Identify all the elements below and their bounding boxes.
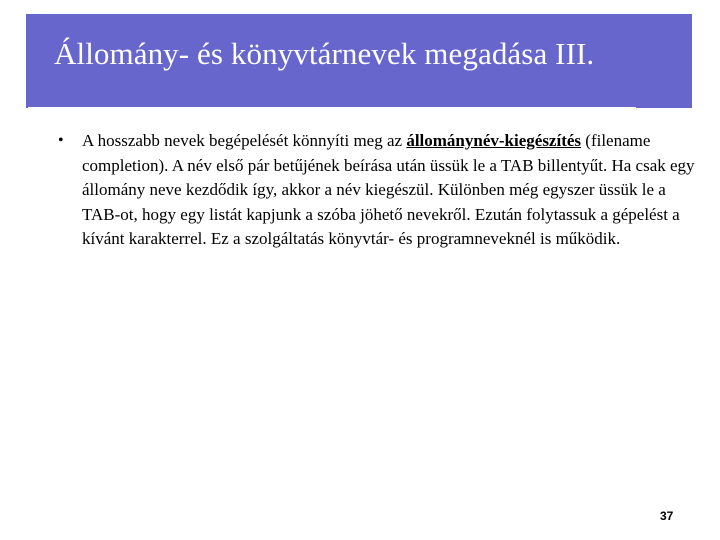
slide-body: [58, 129, 710, 252]
bullet-marker: •: [58, 132, 64, 149]
bullet-text-before: A hosszabb nevek begépelését könnyíti meg az: [82, 131, 407, 150]
bullet-item: [58, 129, 710, 252]
slide-title: Állomány- és könyvtárnevek megadása III.: [54, 36, 595, 71]
title-bar-left-margin: [0, 14, 26, 108]
page-number: 37: [660, 509, 674, 523]
bullet-text-after: (filename completion). A név első pár betűjének beírása után üssük le a TAB billentyűt. Ha csak egy állomány neve kezdődik így, akkor a név kiegészül. Különben még egyszer üssük le a TAB-ot, hogy egy listát kapjunk a szóba jöhető nevekről. Ezután folytassuk a gépelést a kívánt karakterrel. Ez a szolgáltatás könyvtár- és programneveknél is működik.: [82, 131, 695, 248]
highlighted-term: állománynév-kiegészítés: [406, 131, 582, 150]
title-bar-right-margin: [692, 14, 720, 108]
title-underline: [28, 107, 636, 110]
bullet-text: [82, 129, 702, 252]
